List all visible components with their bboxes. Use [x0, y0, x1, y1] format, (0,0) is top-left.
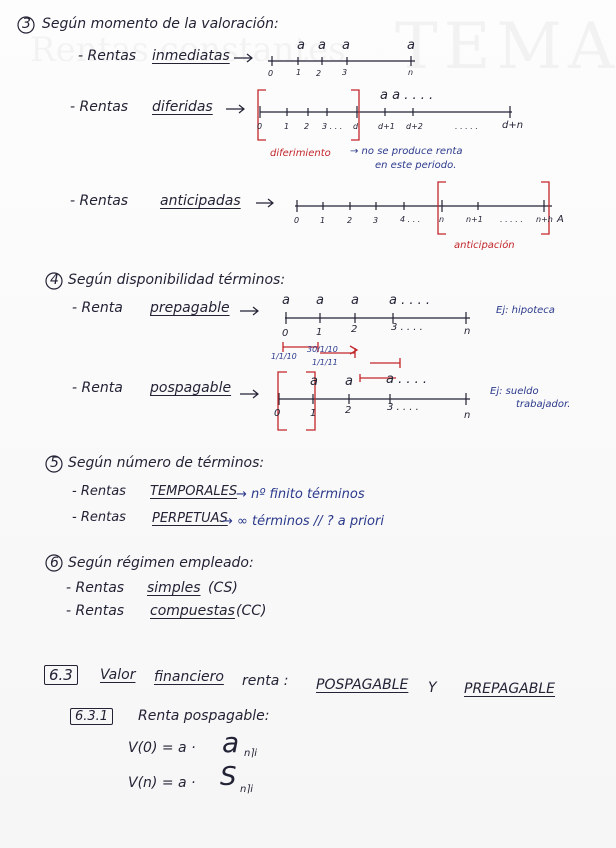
pospagable-top-1: a	[310, 374, 318, 389]
compuestas-rest: (CC)	[236, 603, 267, 619]
r3-label: - Rentas	[70, 193, 129, 209]
r1-top-3: a	[342, 38, 350, 53]
r1-top-2: a	[318, 38, 326, 53]
r3-tick-3: 3	[373, 216, 379, 225]
pospagable-tick-1: 1	[310, 408, 317, 419]
r3-tick-dots: . . . . .	[500, 215, 523, 224]
r2-top: a a . . . .	[380, 88, 434, 103]
section-6-3-1-title: Renta pospagable:	[138, 708, 270, 724]
r2-tick-d2: d+2	[406, 122, 423, 131]
simples-word: simples	[147, 580, 201, 596]
prepagable-date-3: 1/1/11	[312, 358, 338, 367]
prepagable-tick-3: 3 . . . .	[391, 322, 423, 333]
r3-tick-n: n	[439, 215, 445, 224]
formula-v0-subscript: n⌉i	[244, 748, 258, 759]
r2-tick-dn: d+n	[502, 120, 524, 131]
r2-tick-3: 3 . . .	[322, 122, 343, 131]
temporales-word: TEMPORALES	[150, 484, 238, 499]
r1-tick-n: n	[408, 68, 414, 77]
section-6-3-prepagable: PREPAGABLE	[464, 681, 556, 697]
r2-note-periodo: en este periodo.	[375, 160, 457, 171]
section-6-3-title-3: renta :	[242, 673, 289, 689]
prepagable-example: Ej: hipoteca	[496, 305, 555, 316]
diferimiento-bracket-right	[351, 90, 359, 140]
r1-word: inmediatas	[152, 48, 230, 64]
r3-word: anticipadas	[160, 193, 241, 209]
pospagable-example-2: trabajador.	[516, 399, 571, 410]
r3-tick-0: 0	[294, 216, 300, 225]
pospagable-top-3: a . . . .	[386, 372, 428, 387]
pospagable-tick-0: 0	[274, 408, 281, 419]
prepagable-tick-1: 1	[316, 327, 323, 338]
pospagable-label: - Renta	[72, 380, 123, 396]
section-5-title: Según número de términos:	[68, 455, 265, 471]
prepagable-top-1: a	[282, 293, 290, 308]
r1-top-4: a	[407, 38, 415, 53]
temporales-label: - Rentas	[72, 484, 126, 499]
formula-vn-subscript: n⌉i	[240, 784, 254, 795]
prepagable-date-2: 30/1/10	[307, 345, 338, 354]
prepagable-label: - Renta	[72, 300, 123, 316]
r2-tick-dots: . . . . .	[455, 122, 478, 131]
section-6-number: 6	[50, 555, 59, 571]
temporales-rest: → nº finito términos	[236, 487, 365, 502]
r3-tick-nh: n+h	[536, 215, 553, 224]
perpetuas-rest: → ∞ términos // ? a priori	[222, 514, 384, 529]
formula-v0-lhs: V(0) = a ·	[128, 740, 196, 756]
section-6-3-1-number: 6.3.1	[70, 708, 113, 725]
pospagable-top-2: a	[345, 374, 353, 389]
section-6-3-number: 6.3	[44, 665, 78, 685]
r1-top-1: a	[297, 38, 305, 53]
r1-label: - Rentas	[78, 48, 137, 64]
r2-tick-1: 1	[284, 122, 290, 131]
diferimiento-bracket-left	[258, 90, 266, 140]
perpetuas-label: - Rentas	[72, 510, 126, 525]
r3-tick-1: 1	[320, 216, 326, 225]
simples-rest: (CS)	[208, 580, 238, 596]
formula-vn-lhs: V(n) = a ·	[128, 775, 196, 791]
pospagable-word: pospagable	[150, 380, 232, 396]
r2-label: - Rentas	[70, 99, 129, 115]
r2-note-diferimiento: diferimiento	[270, 148, 331, 159]
prepagable-tick-0: 0	[282, 328, 289, 339]
section-3-number: 3	[22, 16, 31, 32]
r1-tick-0: 0	[268, 69, 274, 78]
compuestas-word: compuestas	[150, 603, 235, 619]
r3-tick-2: 2	[347, 216, 353, 225]
r3-note-anticipacion: anticipación	[454, 240, 515, 251]
r2-tick-d: d	[353, 122, 359, 131]
pospagable-example-1: Ej: sueldo	[490, 386, 539, 397]
section-3-title: Según momento de la valoración:	[42, 16, 279, 32]
section-6-title: Según régimen empleado:	[68, 555, 254, 571]
prepagable-tick-2: 2	[351, 324, 358, 335]
section-6-3-title-2: financiero	[154, 669, 224, 685]
r1-tick-1: 1	[296, 68, 302, 77]
r2-note-arrow: → no se produce renta	[350, 146, 463, 157]
prepagable-tick-n: n	[464, 326, 471, 337]
prepagable-word: prepagable	[150, 300, 230, 316]
r1-tick-3: 3	[342, 68, 348, 77]
pospagable-tick-n: n	[464, 410, 471, 421]
section-5-number: 5	[50, 455, 59, 471]
r3-tick-A: A	[557, 214, 564, 225]
pospagable-tick-3: 3 . . . .	[387, 402, 419, 413]
r2-word: diferidas	[152, 99, 213, 115]
simples-label: - Rentas	[66, 580, 125, 596]
section-6-3-pospagable: POSPAGABLE	[316, 677, 409, 693]
r1-tick-2: 2	[316, 69, 322, 78]
section-6-3-y: Y	[428, 680, 437, 696]
anticipacion-bracket-right	[541, 182, 549, 234]
r2-tick-0: 0	[257, 122, 263, 131]
prepagable-date-1: 1/1/10	[271, 352, 297, 361]
section-4-number: 4	[50, 272, 59, 288]
section-4-title: Según disponibilidad términos:	[68, 272, 286, 288]
r2-tick-2: 2	[304, 122, 310, 131]
prepagable-top-3: a	[351, 293, 359, 308]
prepagable-top-4: a . . . .	[389, 293, 431, 308]
compuestas-label: - Rentas	[66, 603, 125, 619]
formula-vn-symbol: S	[220, 762, 237, 792]
r3-tick-4: 4 . . .	[400, 215, 421, 224]
perpetuas-word: PERPETUAS	[152, 511, 228, 526]
r2-tick-d1: d+1	[378, 122, 395, 131]
r3-tick-n1: n+1	[466, 215, 483, 224]
prepagable-top-2: a	[316, 293, 324, 308]
pospagable-tick-2: 2	[345, 405, 352, 416]
formula-v0-symbol: a	[222, 726, 240, 759]
section-6-3-title-1: Valor	[100, 667, 136, 683]
